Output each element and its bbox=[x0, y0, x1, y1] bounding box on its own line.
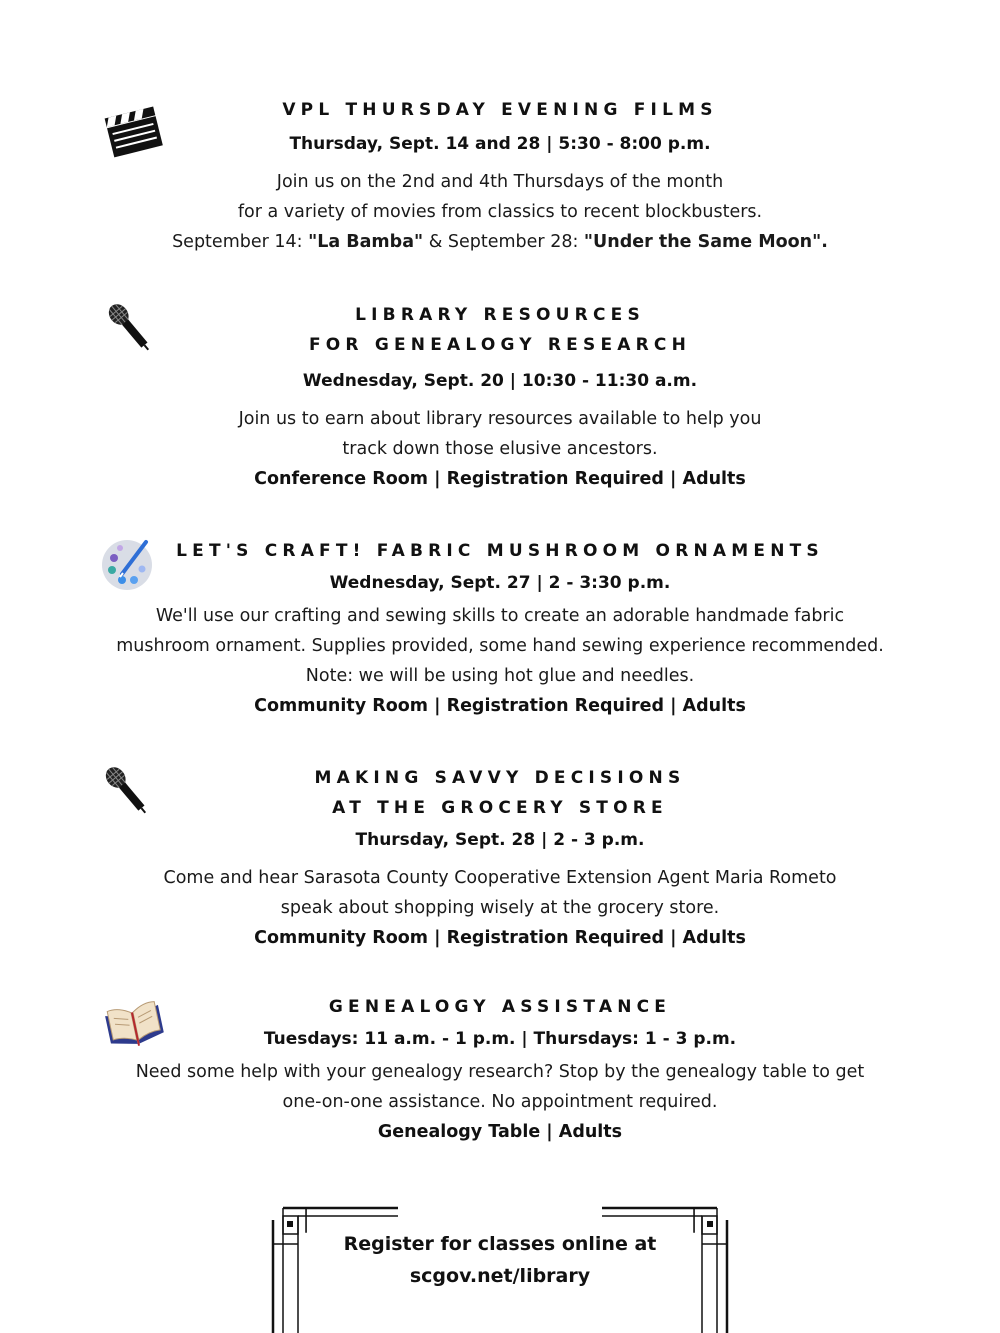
event-description bbox=[0, 167, 1000, 257]
event-location: Community Room | Registration Required | Adults bbox=[254, 696, 746, 716]
event-title: AT THE GROCERY STORE bbox=[332, 798, 668, 818]
event-time: Wednesday, Sept. 20 | 10:30 - 11:30 a.m. bbox=[302, 371, 698, 391]
film-date: September 14: bbox=[172, 232, 309, 252]
desc-line: mushroom ornament. Supplies provided, some hand sewing experience recommended. bbox=[116, 636, 884, 656]
event-title: VPL THURSDAY EVENING FILMS bbox=[282, 100, 718, 120]
film-title: "La Bamba" bbox=[308, 232, 424, 252]
event-title: GENEALOGY ASSISTANCE bbox=[328, 997, 672, 1017]
film-date: & September 28: bbox=[423, 232, 584, 252]
desc-line: Join us to earn about library resources available to help you bbox=[238, 409, 762, 429]
event-genealogy-assistance bbox=[0, 992, 1000, 1147]
desc-line: speak about shopping wisely at the grocery store. bbox=[280, 898, 720, 918]
desc-line: for a variety of movies from classics to recent blockbusters. bbox=[237, 202, 763, 222]
film-title: "Under the Same Moon". bbox=[583, 232, 828, 252]
film-schedule bbox=[0, 227, 1000, 257]
event-description bbox=[0, 404, 1000, 464]
event-description bbox=[0, 601, 1000, 691]
register-text: Register for classes online at bbox=[343, 1233, 657, 1255]
desc-line: We'll use our crafting and sewing skills to create an adorable handmade fabric bbox=[155, 606, 845, 626]
desc-line: Join us on the 2nd and 4th Thursdays of the month bbox=[276, 172, 724, 192]
event-location: Community Room | Registration Required | Adults bbox=[254, 928, 746, 948]
event-time: Thursday, Sept. 28 | 2 - 3 p.m. bbox=[355, 830, 645, 850]
desc-line: one-on-one assistance. No appointment required. bbox=[282, 1092, 718, 1112]
desc-line: Note: we will be using hot glue and needles. bbox=[305, 666, 695, 686]
event-title: LIBRARY RESOURCES bbox=[355, 305, 645, 325]
event-title: MAKING SAVVY DECISIONS bbox=[314, 768, 686, 788]
register-link[interactable]: scgov.net/library bbox=[409, 1265, 591, 1287]
event-craft bbox=[0, 536, 1000, 721]
desc-line: Need some help with your genealogy research? Stop by the genealogy table to get bbox=[135, 1062, 865, 1082]
event-grocery bbox=[0, 763, 1000, 953]
event-genealogy-resources bbox=[0, 300, 1000, 494]
register-callout bbox=[300, 1228, 700, 1292]
event-films bbox=[0, 95, 1000, 257]
event-time: Wednesday, Sept. 27 | 2 - 3:30 p.m. bbox=[329, 573, 671, 593]
event-location: Conference Room | Registration Required | Adults bbox=[254, 469, 746, 489]
event-title: FOR GENEALOGY RESEARCH bbox=[308, 335, 692, 355]
event-location: Genealogy Table | Adults bbox=[377, 1122, 623, 1142]
event-time: Thursday, Sept. 14 and 28 | 5:30 - 8:00 p.m. bbox=[289, 134, 711, 154]
event-description bbox=[0, 863, 1000, 923]
desc-line: Come and hear Sarasota County Cooperative Extension Agent Maria Rometo bbox=[163, 868, 837, 888]
desc-line: track down those elusive ancestors. bbox=[342, 439, 658, 459]
event-title: LET'S CRAFT! FABRIC MUSHROOM ORNAMENTS bbox=[176, 541, 824, 561]
event-time: Tuesdays: 11 a.m. - 1 p.m. | Thursdays: 1 - 3 p.m. bbox=[263, 1029, 737, 1049]
event-description bbox=[0, 1057, 1000, 1117]
